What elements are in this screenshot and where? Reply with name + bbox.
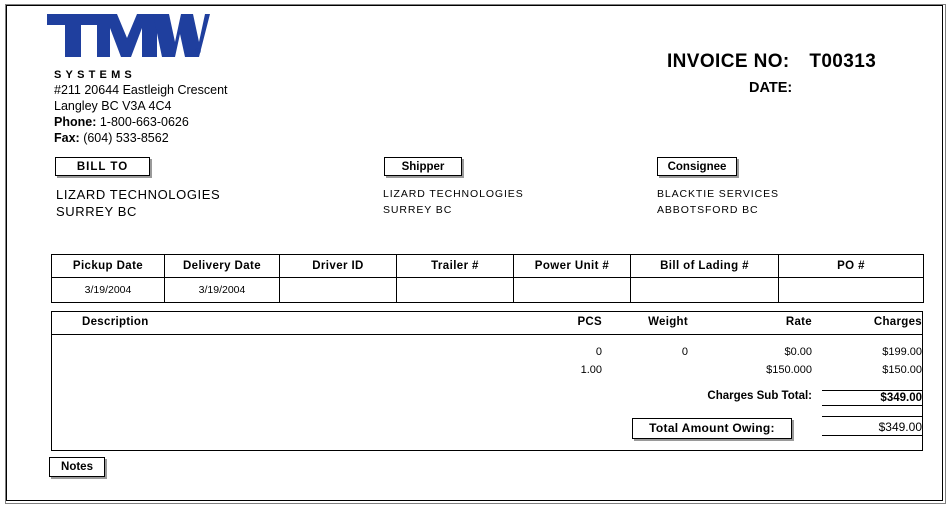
charges-col-description: Description bbox=[82, 316, 149, 328]
consignee-city: ABBOTSFORD BC bbox=[657, 204, 759, 216]
company-fax-value: (604) 533-8562 bbox=[83, 131, 169, 145]
trip-cell-driver-id bbox=[280, 278, 397, 303]
total-amount-owing-tag: Total Amount Owing: bbox=[632, 418, 792, 439]
charges-line-rate: $150.000 bbox=[766, 364, 812, 376]
company-address-line1: #211 20644 Eastleigh Crescent bbox=[54, 83, 228, 97]
company-phone-value: 1-800-663-0626 bbox=[99, 115, 189, 129]
charges-line-amount: $150.00 bbox=[882, 364, 922, 376]
charges-line-weight: 0 bbox=[681, 346, 688, 358]
invoice-number-value: T00313 bbox=[809, 51, 877, 72]
document-frame-inner bbox=[6, 5, 943, 501]
trip-col-bill-of-lading: Bill of Lading # bbox=[631, 255, 779, 278]
invoice-number-block bbox=[667, 51, 876, 73]
company-fax bbox=[54, 131, 169, 145]
trip-col-po: PO # bbox=[779, 255, 924, 278]
trip-cell-bill-of-lading bbox=[631, 278, 779, 303]
logo-subtitle: SYSTEMS bbox=[54, 69, 136, 81]
charges-header-row bbox=[52, 312, 922, 335]
shipper-city: SURREY BC bbox=[383, 204, 453, 216]
charges-line-pcs: 1.00 bbox=[580, 364, 602, 376]
trip-cell-pickup-date: 3/19/2004 bbox=[52, 278, 165, 303]
trip-col-delivery-date: Delivery Date bbox=[165, 255, 280, 278]
consignee-name: BLACKTIE SERVICES bbox=[657, 188, 779, 200]
shipper-block bbox=[383, 186, 524, 218]
trip-col-driver-id: Driver ID bbox=[280, 255, 397, 278]
charges-col-rate: Rate bbox=[785, 316, 812, 328]
svg-text:®: ® bbox=[195, 47, 201, 56]
table-row bbox=[52, 278, 924, 303]
charges-col-pcs: PCS bbox=[577, 316, 602, 328]
trip-col-pickup-date: Pickup Date bbox=[52, 255, 165, 278]
charges-subtotal-label: Charges Sub Total: bbox=[707, 390, 812, 402]
trip-col-trailer: Trailer # bbox=[397, 255, 514, 278]
trip-col-power-unit: Power Unit # bbox=[514, 255, 631, 278]
trip-cell-po bbox=[779, 278, 924, 303]
bill-to-tag: BILL TO bbox=[55, 157, 150, 176]
charges-subtotal-value: $349.00 bbox=[822, 390, 922, 406]
shipper-tag: Shipper bbox=[384, 157, 462, 176]
invoice-number-label: INVOICE NO: bbox=[667, 51, 790, 72]
notes-tag: Notes bbox=[49, 457, 105, 477]
invoice-date-label: DATE: bbox=[749, 80, 793, 96]
trip-cell-power-unit bbox=[514, 278, 631, 303]
bill-to-city: SURREY BC bbox=[56, 204, 138, 219]
shipper-name: LIZARD TECHNOLOGIES bbox=[383, 188, 524, 200]
trip-table-header-row bbox=[52, 255, 924, 278]
trip-details-table bbox=[51, 254, 924, 303]
trip-cell-trailer bbox=[397, 278, 514, 303]
company-address-line2: Langley BC V3A 4C4 bbox=[54, 99, 172, 113]
charges-line-item bbox=[52, 346, 922, 362]
document-frame bbox=[5, 4, 946, 504]
total-amount-owing-value: $349.00 bbox=[822, 420, 922, 436]
charges-line-pcs: 0 bbox=[595, 346, 602, 358]
bill-to-block bbox=[56, 186, 220, 220]
charges-col-weight: Weight bbox=[648, 316, 688, 328]
company-phone bbox=[54, 115, 189, 129]
total-rule bbox=[822, 416, 922, 417]
trip-cell-delivery-date: 3/19/2004 bbox=[165, 278, 280, 303]
consignee-block bbox=[657, 186, 779, 218]
company-fax-label: Fax: bbox=[54, 131, 80, 145]
tmw-logo bbox=[45, 12, 210, 60]
consignee-tag: Consignee bbox=[657, 157, 737, 176]
charges-line-rate: $0.00 bbox=[784, 346, 812, 358]
bill-to-name: LIZARD TECHNOLOGIES bbox=[56, 187, 221, 202]
charges-section bbox=[51, 311, 923, 451]
company-phone-label: Phone: bbox=[54, 115, 97, 129]
charges-line-amount: $199.00 bbox=[882, 346, 922, 358]
charges-col-charges: Charges bbox=[873, 316, 922, 328]
charges-line-item bbox=[52, 364, 922, 380]
